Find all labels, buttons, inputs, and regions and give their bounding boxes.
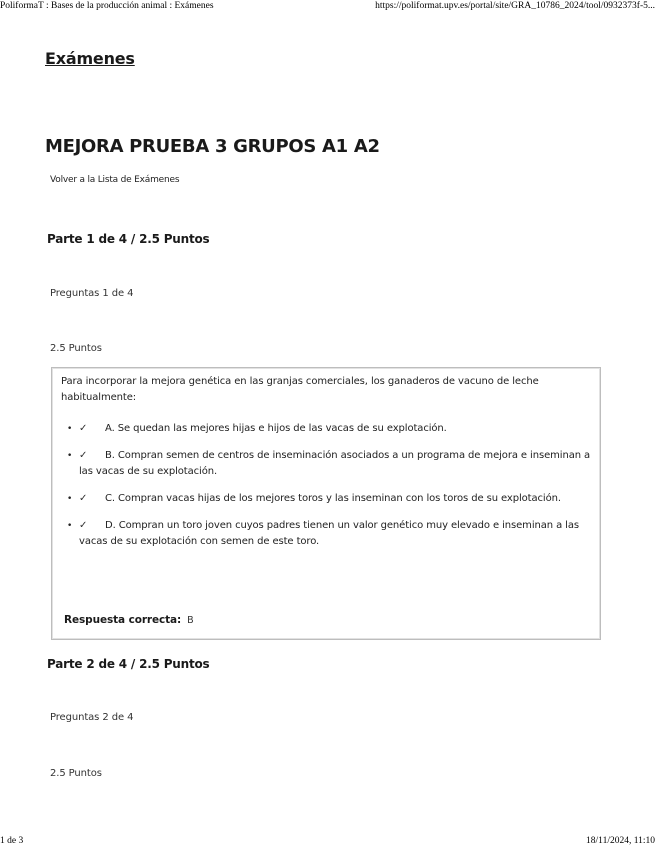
question-box [51, 367, 601, 640]
back-to-exam-list-link[interactable]: Volver a la Lista de Exámenes [50, 175, 180, 185]
answer-text: D. Compran un toro joven cuyos padres tienen un valor genético muy elevado e inseminan a las vacas de su explotación con semen de este toro. [79, 520, 579, 547]
checkmark-icon: ✓ [79, 520, 88, 531]
part-2-heading: Parte 2 de 4 / 2.5 Puntos [47, 657, 210, 671]
part-1-heading: Parte 1 de 4 / 2.5 Puntos [47, 232, 210, 246]
answer-text: B. Compran semen de centros de inseminación asociados a un programa de mejora e inseminan a las vacas de su explotación. [79, 450, 591, 477]
checkmark-icon: ✓ [79, 493, 88, 504]
correct-answer [64, 614, 194, 626]
bullet-icon: • [67, 424, 73, 434]
part-1-questions-label: Preguntas 1 de 4 [50, 288, 134, 299]
checkmark-icon: ✓ [79, 450, 88, 461]
part-1-points: 2.5 Puntos [50, 343, 102, 354]
page-number: 1 de 3 [0, 836, 24, 846]
answer-text: C. Compran vacas hijas de los mejores toros y las inseminan con los toros de su explotación. [105, 493, 561, 504]
bullet-icon: • [67, 494, 73, 504]
checkmark-icon: ✓ [79, 423, 88, 434]
print-timestamp: 18/11/2024, 11:10 [586, 836, 655, 846]
print-footer [0, 836, 655, 848]
bullet-icon: • [67, 451, 73, 461]
part-2-points: 2.5 Puntos [50, 768, 102, 779]
print-header-url: https://poliformat.upv.es/portal/site/GRA_10786_2024/tool/0932373f-5... [375, 1, 655, 11]
answer-option-c [62, 491, 592, 507]
answer-list [62, 421, 592, 561]
correct-answer-value: B [187, 615, 194, 626]
exam-title: MEJORA PRUEBA 3 GRUPOS A1 A2 [45, 136, 380, 157]
answer-option-d [62, 518, 592, 550]
part-2-questions-label: Preguntas 2 de 4 [50, 712, 134, 723]
answer-option-b [62, 448, 592, 480]
correct-answer-label: Respuesta correcta: [64, 614, 182, 626]
page-heading: Exámenes [45, 49, 135, 68]
print-header-title: PoliformaT : Bases de la producción animal : Exámenes [0, 1, 214, 11]
bullet-icon: • [67, 521, 73, 531]
question-text: Para incorporar la mejora genética en las granjas comerciales, los ganaderos de vacuno de leche habitualmente: [61, 376, 539, 403]
print-header [0, 0, 655, 14]
answer-option-a [62, 421, 592, 437]
answer-text: A. Se quedan las mejores hijas e hijos de las vacas de su explotación. [105, 423, 447, 434]
